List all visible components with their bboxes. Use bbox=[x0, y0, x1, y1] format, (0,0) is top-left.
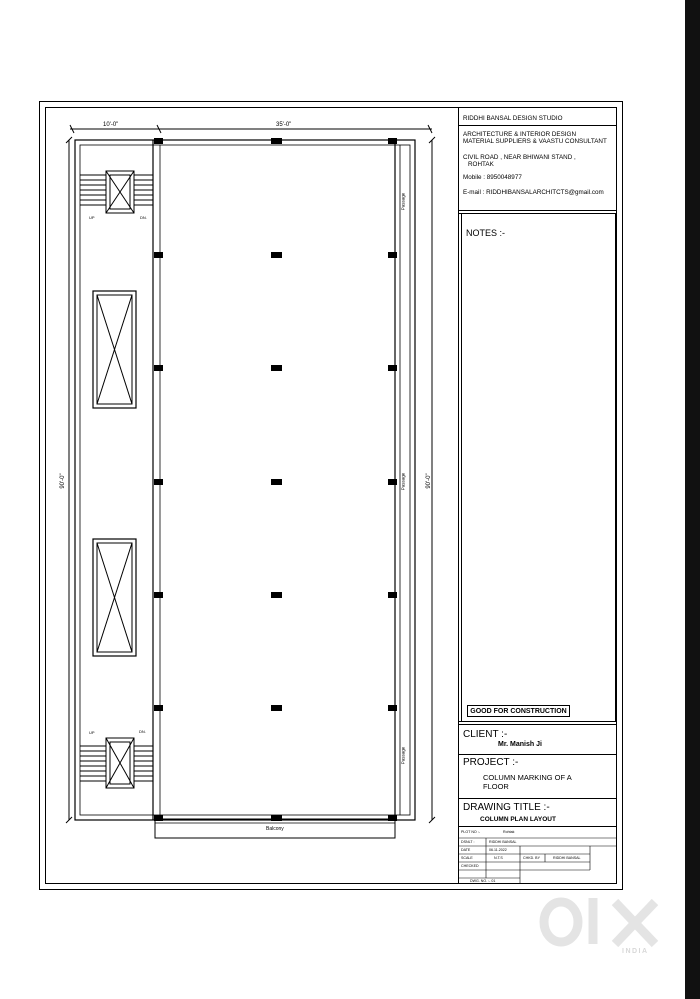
project-label: PROJECT :- bbox=[463, 757, 519, 768]
passage-label-middle: Passage bbox=[400, 472, 406, 491]
studio-services-1: ARCHITECTURE & INTERIOR DESIGN bbox=[463, 131, 577, 138]
project-line-2: FLOOR bbox=[483, 782, 509, 791]
plot-no-label: PLOT NO :- bbox=[461, 830, 480, 834]
studio-address-2: ROHTAK bbox=[468, 161, 494, 168]
studio-name: RIDDHI BANSAL DESIGN STUDIO bbox=[463, 115, 563, 122]
notes-label: NOTES :- bbox=[466, 228, 506, 238]
scale-label: SCALE bbox=[461, 856, 473, 860]
passage-label-bottom: Passage bbox=[400, 746, 406, 765]
stair-up-label-bottom: UP bbox=[89, 730, 95, 735]
plot-no-value: Rohtak bbox=[503, 830, 515, 834]
dim-right: 90'-0" bbox=[426, 473, 432, 489]
checked-by-value: RIDDHI BANSAL bbox=[553, 856, 581, 860]
studio-mobile: Mobile : 8950048977 bbox=[463, 174, 522, 181]
olx-watermark-logo bbox=[537, 892, 667, 952]
studio-email: E-mail : RIDDHIBANSALARCHITCTS@gmail.com bbox=[463, 189, 604, 196]
stair-up-label-top: UP bbox=[89, 215, 95, 220]
date-label: DATE bbox=[461, 848, 471, 852]
project-line-1: COLUMN MARKING OF A bbox=[483, 773, 572, 782]
studio-services-2: MATERIAL SUPPLIERS & VAASTU CONSULTANT bbox=[463, 138, 607, 145]
drawing-title-label: DRAWING TITLE :- bbox=[463, 802, 550, 813]
client-value: Mr. Manish Ji bbox=[498, 741, 542, 748]
studio-address-1: CIVIL ROAD , NEAR BHIWANI STAND , bbox=[463, 154, 576, 161]
dim-top-right: 35'-0" bbox=[276, 122, 292, 128]
dsnlt-value: RIDDHI BANSAL bbox=[489, 840, 517, 844]
watermark-india: INDIA bbox=[622, 948, 649, 955]
checked-by-label: CHKD. BY bbox=[523, 856, 540, 860]
dim-left: 90'-0" bbox=[60, 473, 66, 489]
scale-value: N.T.S bbox=[494, 856, 503, 860]
good-for-construction-stamp: GOOD FOR CONSTRUCTION bbox=[467, 705, 570, 717]
client-label: CLIENT :- bbox=[463, 729, 508, 740]
checked-label: CHECKED bbox=[461, 864, 479, 868]
stair-dn-label-bottom: DN. bbox=[139, 729, 146, 734]
drawing-title-value: COLUMN PLAN LAYOUT bbox=[480, 816, 556, 823]
dwg-no: DWG. NO. :- 01 bbox=[470, 879, 496, 883]
dim-top-left: 10'-0" bbox=[103, 122, 119, 128]
passage-label-top: Passage bbox=[400, 192, 406, 211]
balcony-label: Balcony bbox=[266, 826, 284, 832]
stair-dn-label-top: DN. bbox=[140, 215, 147, 220]
dsnlt-label: DSNLT : bbox=[461, 840, 475, 844]
date-value: 06.11.2022 bbox=[489, 848, 507, 852]
